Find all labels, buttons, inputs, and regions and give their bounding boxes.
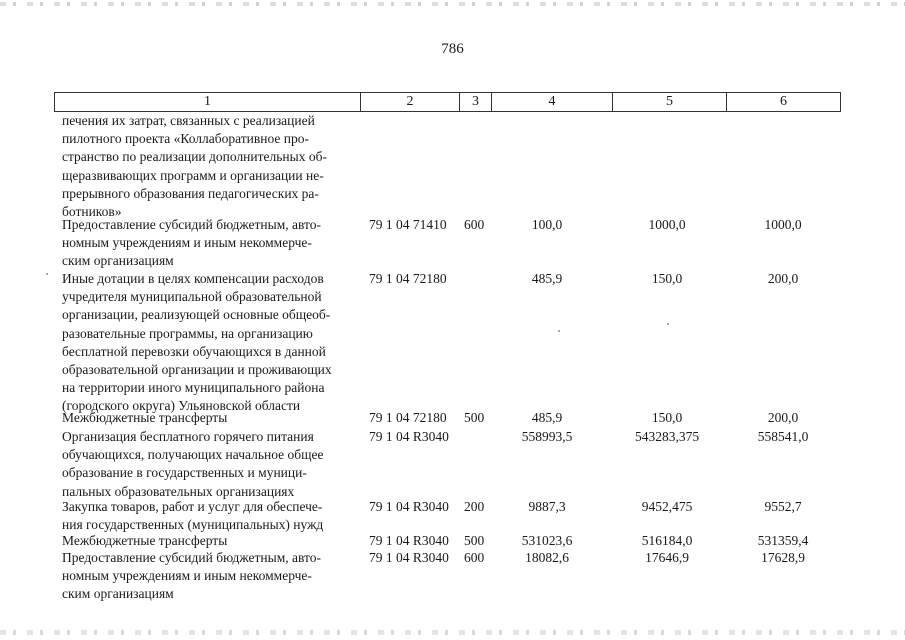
description-line: Организация бесплатного горячего питания <box>62 429 314 444</box>
header-col-4: 4 <box>548 94 556 109</box>
row-code: 79 1 04 R3040 <box>369 499 449 514</box>
row-value-col5: 9452,475 <box>641 499 693 514</box>
row-value-col5: 516184,0 <box>641 533 693 548</box>
description-line: пальных образовательных организациях <box>62 483 295 499</box>
scan-edge-top <box>0 2 905 6</box>
description-line: (городского округа) Ульяновской области <box>62 398 301 414</box>
row-value-col4: 485,9 <box>531 410 563 425</box>
row-value-col5: 1000,0 <box>648 217 686 232</box>
row-value-col6: 531359,4 <box>757 533 809 548</box>
header-col-1: 1 <box>204 94 211 109</box>
scan-speck <box>558 330 560 332</box>
row-value-col5: 150,0 <box>651 410 683 425</box>
row-value-col6: 558541,0 <box>757 429 809 444</box>
description-line: ским организациям <box>62 586 174 602</box>
description-line: организации, реализующей основные общеоб- <box>62 307 331 323</box>
page-number: 786 <box>441 41 464 57</box>
row-value-col4: 18082,6 <box>525 550 569 565</box>
description-line: щеразвивающих программ и организации не- <box>62 167 324 183</box>
description-line: странство по реализации дополнительных об- <box>62 149 327 165</box>
row-value-col6: 200,0 <box>767 271 799 286</box>
row-description <box>62 498 358 534</box>
row-value-col6: 17628,9 <box>761 550 805 565</box>
row-expense-type: 200 <box>464 499 485 514</box>
description-line: разовательные программы, на организацию <box>62 325 313 341</box>
row-value-col4: 531023,6 <box>521 533 573 548</box>
header-col-6: 6 <box>780 94 787 109</box>
row-description <box>62 112 358 221</box>
row-value-col4: 9887,3 <box>528 499 566 514</box>
row-description <box>62 428 358 501</box>
description-line: пилотного проекта «Коллаборативное про- <box>62 131 310 147</box>
description-line: номным учреждениям и иным некоммерче- <box>62 235 312 251</box>
description-line: ния государственных (муниципальных) нужд <box>62 517 324 533</box>
description-line: образовательной организации и проживающих <box>62 362 332 378</box>
description-line: Предоставление субсидий бюджетным, авто- <box>62 550 321 565</box>
row-value-col4: 100,0 <box>531 217 563 232</box>
description-line: Иные дотации в целях компенсации расходов <box>62 271 324 286</box>
description-line: Закупка товаров, работ и услуг для обеспече- <box>62 499 323 514</box>
row-code: 79 1 04 71410 <box>369 217 447 232</box>
row-description <box>62 549 358 604</box>
row-description <box>62 532 358 550</box>
header-col-2: 2 <box>406 94 414 109</box>
row-code: 79 1 04 72180 <box>369 271 447 286</box>
row-value-col6: 200,0 <box>767 410 799 425</box>
header-col-5: 5 <box>666 94 673 109</box>
description-line: ским организациям <box>62 253 174 269</box>
row-value-col6: 9552,7 <box>764 499 802 514</box>
row-expense-type: 600 <box>464 217 485 232</box>
row-description <box>62 216 358 271</box>
scan-speck <box>667 323 669 325</box>
description-line: печения их затрат, связанных с реализацией <box>62 113 315 128</box>
description-line: номным учреждениям и иным некоммерче- <box>62 568 312 584</box>
row-code: 79 1 04 R3040 <box>369 533 449 548</box>
description-line: Межбюджетные трансферты <box>62 410 228 425</box>
row-value-col4: 558993,5 <box>521 429 573 444</box>
row-value-col6: 1000,0 <box>764 217 802 232</box>
description-line: Межбюджетные трансферты <box>62 533 228 548</box>
row-code: 79 1 04 R3040 <box>369 429 449 444</box>
row-value-col4: 485,9 <box>531 271 563 286</box>
row-code: 79 1 04 R3040 <box>369 550 449 565</box>
row-description <box>62 409 358 427</box>
row-value-col5: 543283,375 <box>634 429 700 444</box>
description-line: учредителя муниципальной образовательной <box>62 289 322 305</box>
scan-edge-bottom <box>0 630 905 635</box>
description-line: ботников» <box>62 204 122 220</box>
description-line: на территории иного муниципального района <box>62 380 325 396</box>
row-expense-type: 500 <box>464 410 485 425</box>
description-line: прерывного образования педагогических ра- <box>62 185 319 201</box>
header-col-3: 3 <box>472 94 479 109</box>
row-expense-type: 500 <box>464 533 485 548</box>
row-description <box>62 270 358 416</box>
description-line: обучающихся, получающих начальное общее <box>62 447 324 463</box>
row-value-col5: 17646,9 <box>645 550 689 565</box>
description-line: Предоставление субсидий бюджетным, авто- <box>62 217 321 232</box>
row-expense-type: 600 <box>464 550 485 565</box>
row-value-col5: 150,0 <box>651 271 683 286</box>
row-code: 79 1 04 72180 <box>369 410 447 425</box>
scan-speck <box>46 273 48 275</box>
description-line: бесплатной перевозки обучающихся в данной <box>62 343 326 359</box>
description-line: образование в государственных и муници- <box>62 465 307 481</box>
table-header <box>54 92 841 112</box>
